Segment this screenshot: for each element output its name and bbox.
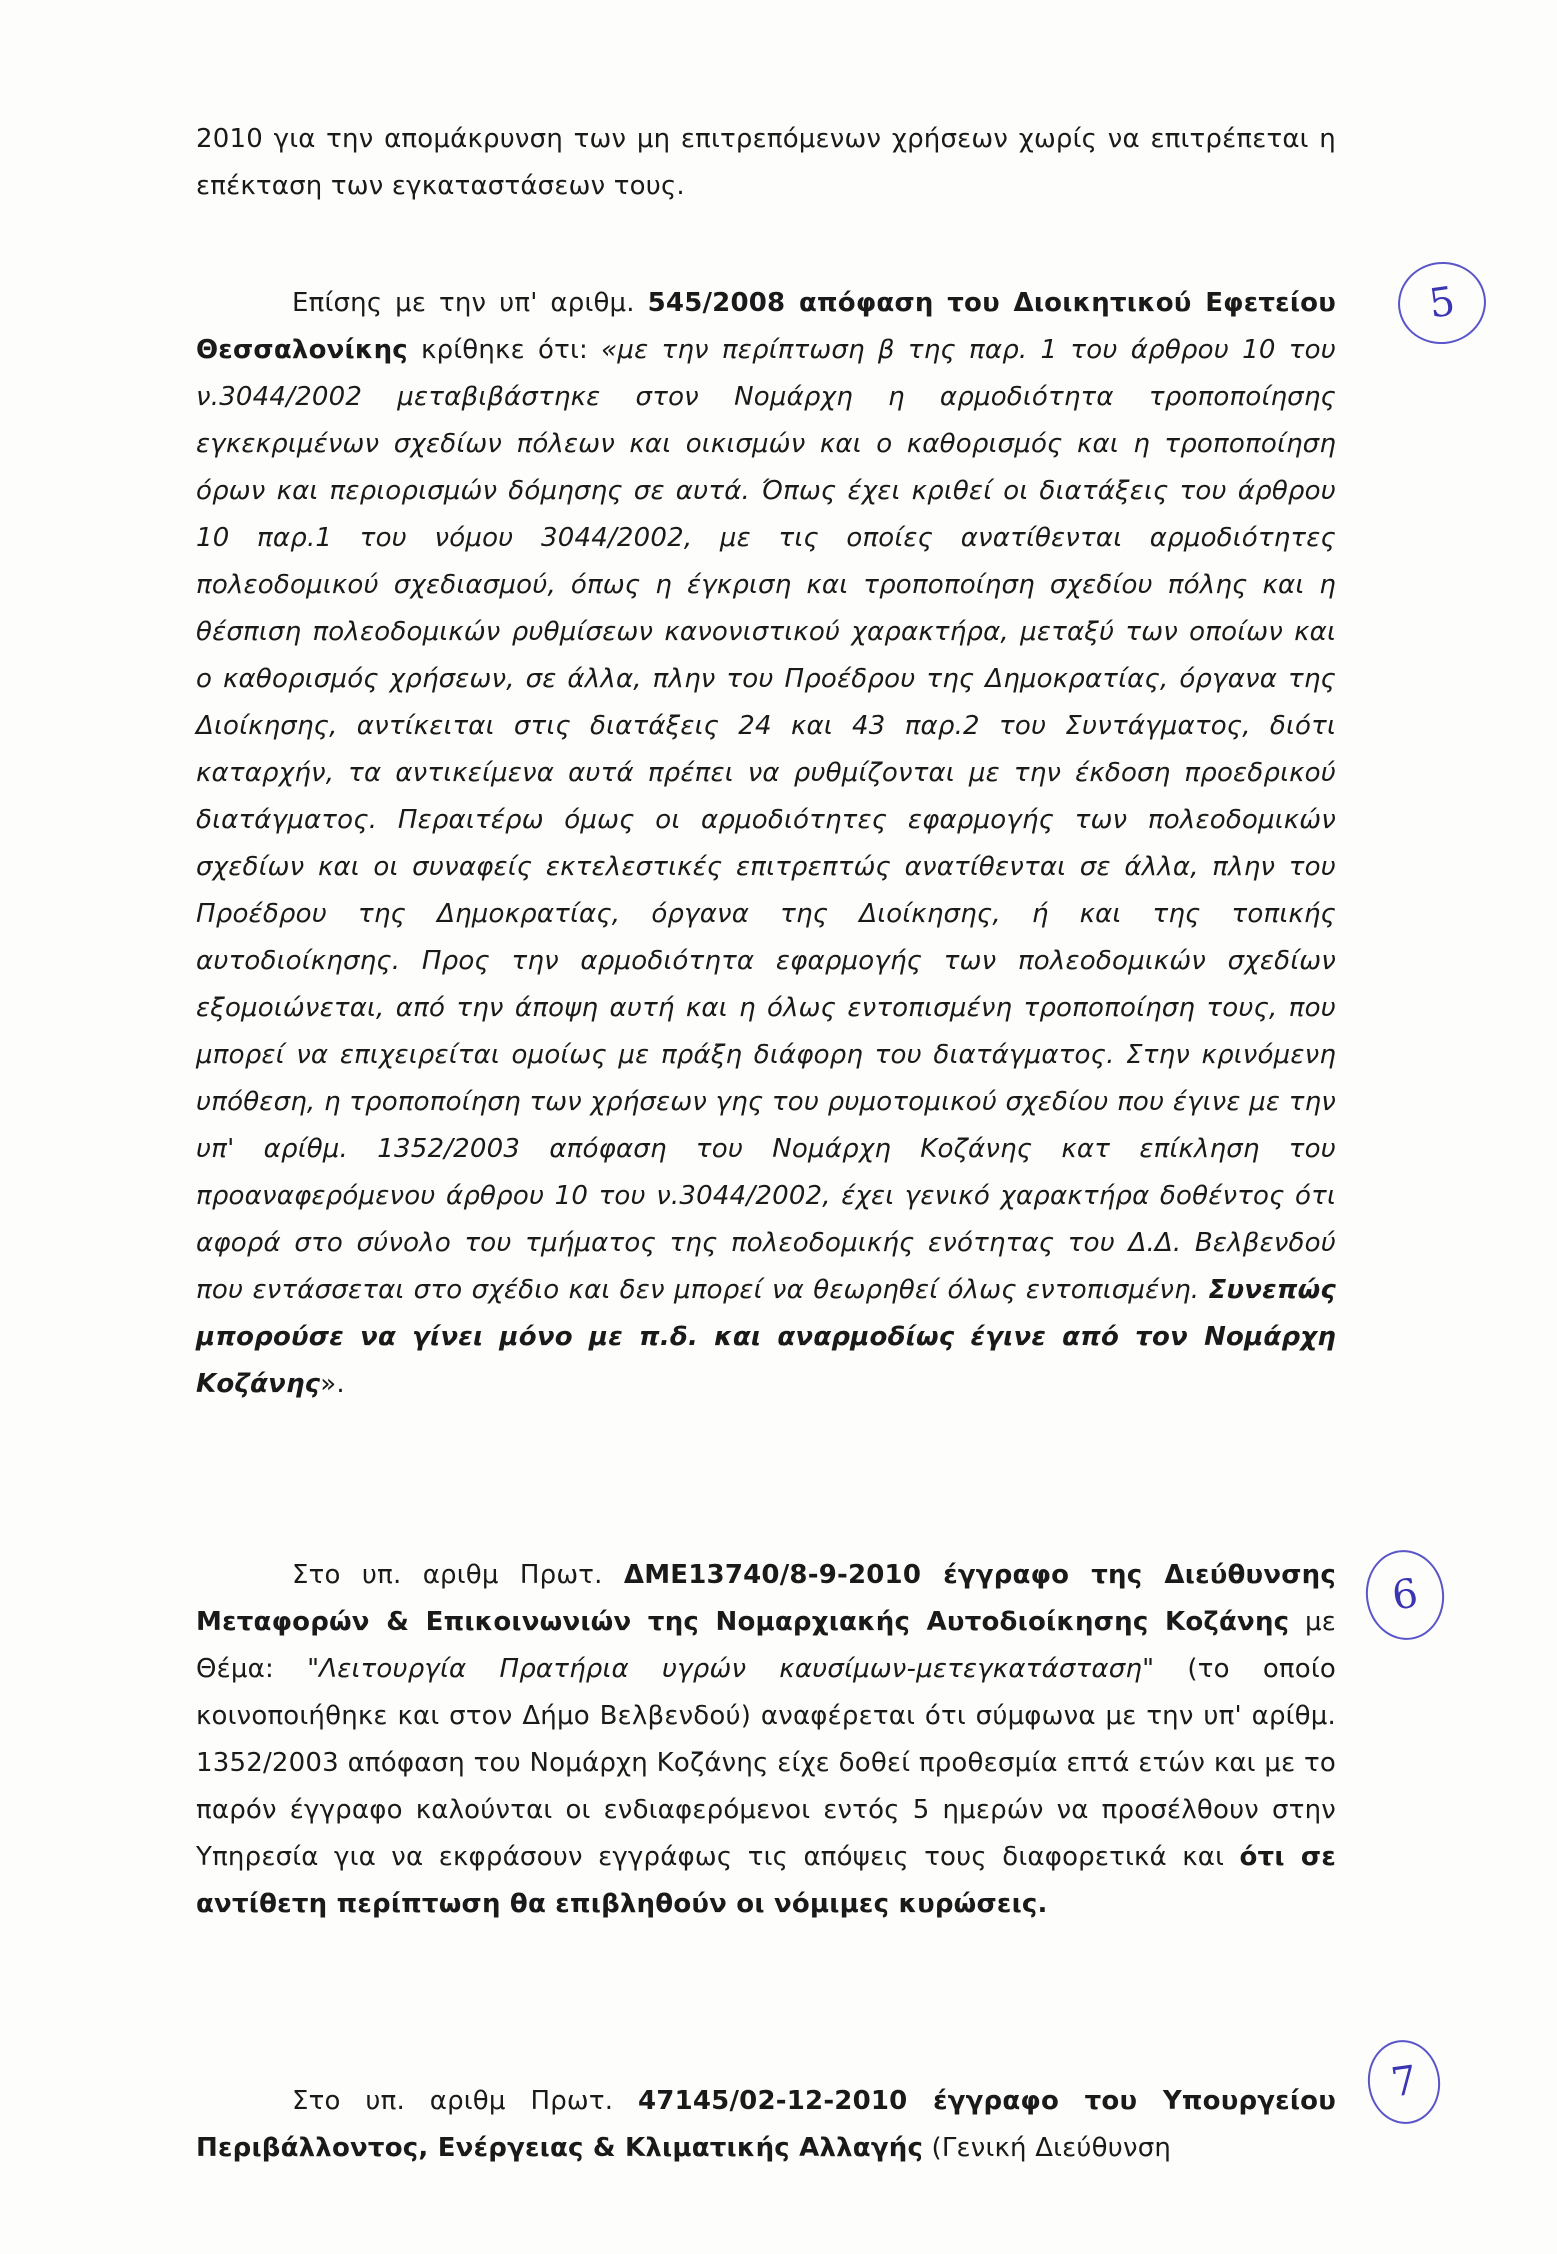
document-reference: ΔΜΕ13740/8-9-2010 έγγραφο της Διεύθυνσης Μεταφορών & Επικοινωνιών της Νομαρχιακής Αυτοδιοίκησης Κοζάνης (196, 1560, 1336, 1637)
court-decision-reference: 545/2008 απόφαση του Διοικητικού Εφετείου Θεσσαλονίκης (196, 288, 1336, 365)
paragraph-transport-directorate (196, 1552, 1336, 1928)
paragraph-lead: Στο υπ. αριθμ Πρωτ. (292, 2086, 639, 2116)
paragraph-tail: (Γενική Διεύθυνση (923, 2133, 1172, 2163)
paragraph-continuation (196, 116, 1336, 210)
court-quote: «με την περίπτωση β της παρ. 1 του άρθρου 10 του ν.3044/2002 μεταβιβάστηκε στον Νομάρχη η αρμοδιότητα τροποποίησης εγκεκριμένων σχεδίων πόλεων και οικισμών και ο καθορισμός και η τροποποίηση όρων και περιορισμών δόμησης σε αυτά. Όπως έχει κριθεί οι διατάξεις του άρθρου 10 παρ.1 του νόμου 3044/2002, με τις οποίες ανατίθενται αρμοδιότητες πολεοδομικού σχεδιασμού, όπως η έγκριση και τροποποίηση σχεδίου πόλης και η θέσπιση πολεοδομικών ρυθμίσεων κανονιστικού χαρακτήρα, μεταξύ των οποίων και ο καθορισμός χρήσεων, σε άλλα, πλην του Προέδρου της Δημοκρατίας, όργανα της Διοίκησης, αντίκειται στις διατάξεις 24 και 43 παρ.2 του Συντάγματος, διότι καταρχήν, τα αντικείμενα αυτά πρέπει να ρυθμίζονται με την έκδοση προεδρικού διατάγματος. Περαιτέρω όμως οι αρμοδιότητες εφαρμογής των πολεοδομικών σχεδίων και οι συναφείς εκτελεστικές επιτρεπτώς ανατίθενται σε άλλα, πλην του Προέδρου της Δημοκρατίας, όργανα της Διοίκησης, ή και της τοπικής αυτοδιοίκησης. Προς την αρμοδιότητα εφαρμογής των πολεοδομικών σχεδίων εξομοιώνεται, από την άποψη αυτή και η όλως εντοπισμένη τροποποίηση τους, που μπορεί να επιχειρείται ομοίως με πράξη διάφορη του διατάγματος. Στην κρινόμενη υπόθεση, η τροποποίηση των χρήσεων γης του ρυμοτομικού σχεδίου που έγινε με την υπ' αρίθμ. 1352/2003 απόφαση του Νομάρχη Κοζάνης κατ επίκληση του προαναφερόμενου άρθρου 10 του ν.3044/2002, έχει γενικό χαρακτήρα δοθέντος ότι αφορά στο σύνολο του τμήματος της πολεοδομικής ενότητας του Δ.Δ. Βελβενδού που εντάσσεται στο σχέδιο και δεν μπορεί να θεωρηθεί όλως εντοπισμένη. (196, 335, 1336, 1305)
paragraph-mid: με Θέμα: (196, 1607, 1336, 1684)
paragraph-court-decision (196, 280, 1336, 1408)
paragraph-lead: Επίσης με την υπ' αριθμ. (292, 288, 648, 318)
subject-title: "Λειτουργία Πρατήρια υγρών καυσίμων-μετεγκατάσταση" (307, 1654, 1155, 1684)
paragraph-ministry (196, 2078, 1336, 2172)
ministry-reference: 47145/02-12-2010 έγγραφο του Υπουργείου Περιβάλλοντος, Ενέργειας & Κλιματικής Αλλαγής (196, 2086, 1336, 2163)
quote-close: ». (320, 1369, 345, 1399)
court-conclusion: Συνεπώς μπορούσε να γίνει μόνο με π.δ. και αναρμοδίως έγινε από τον Νομάρχη Κοζάνης (196, 1275, 1336, 1399)
sanctions-warning: ότι σε αντίθετη περίπτωση θα επιβληθούν οι νόμιμες κυρώσεις. (196, 1842, 1336, 1919)
handwritten-circled-number: 5 (1393, 256, 1492, 349)
paragraph-body: (το οποίο κοινοποιήθηκε και στον Δήμο Βελβενδού) αναφέρεται ότι σύμφωνα με την υπ' αρίθμ. 1352/2003 απόφαση του Νομάρχη Κοζάνης είχε δοθεί προθεσμία επτά ετών και με το παρόν έγγραφο καλούνται οι ενδιαφερόμενοι εντός 5 ημερών να προσέλθουν στην Υπηρεσία για να εκφράσουν εγγράφως τις απόψεις τους διαφορετικά και (196, 1654, 1336, 1872)
paragraph-text: 2010 για την απομάκρυνση των μη επιτρεπόμενων χρήσεων χωρίς να επιτρέπεται η επέκταση των εγκαταστάσεων τους. (196, 124, 1336, 201)
paragraph-mid: κρίθηκε ότι: (407, 335, 602, 365)
handwritten-circled-number: 7 (1363, 2035, 1446, 2128)
handwritten-circled-number: 6 (1360, 1545, 1450, 1645)
paragraph-lead: Στο υπ. αριθμ Πρωτ. (292, 1560, 624, 1590)
